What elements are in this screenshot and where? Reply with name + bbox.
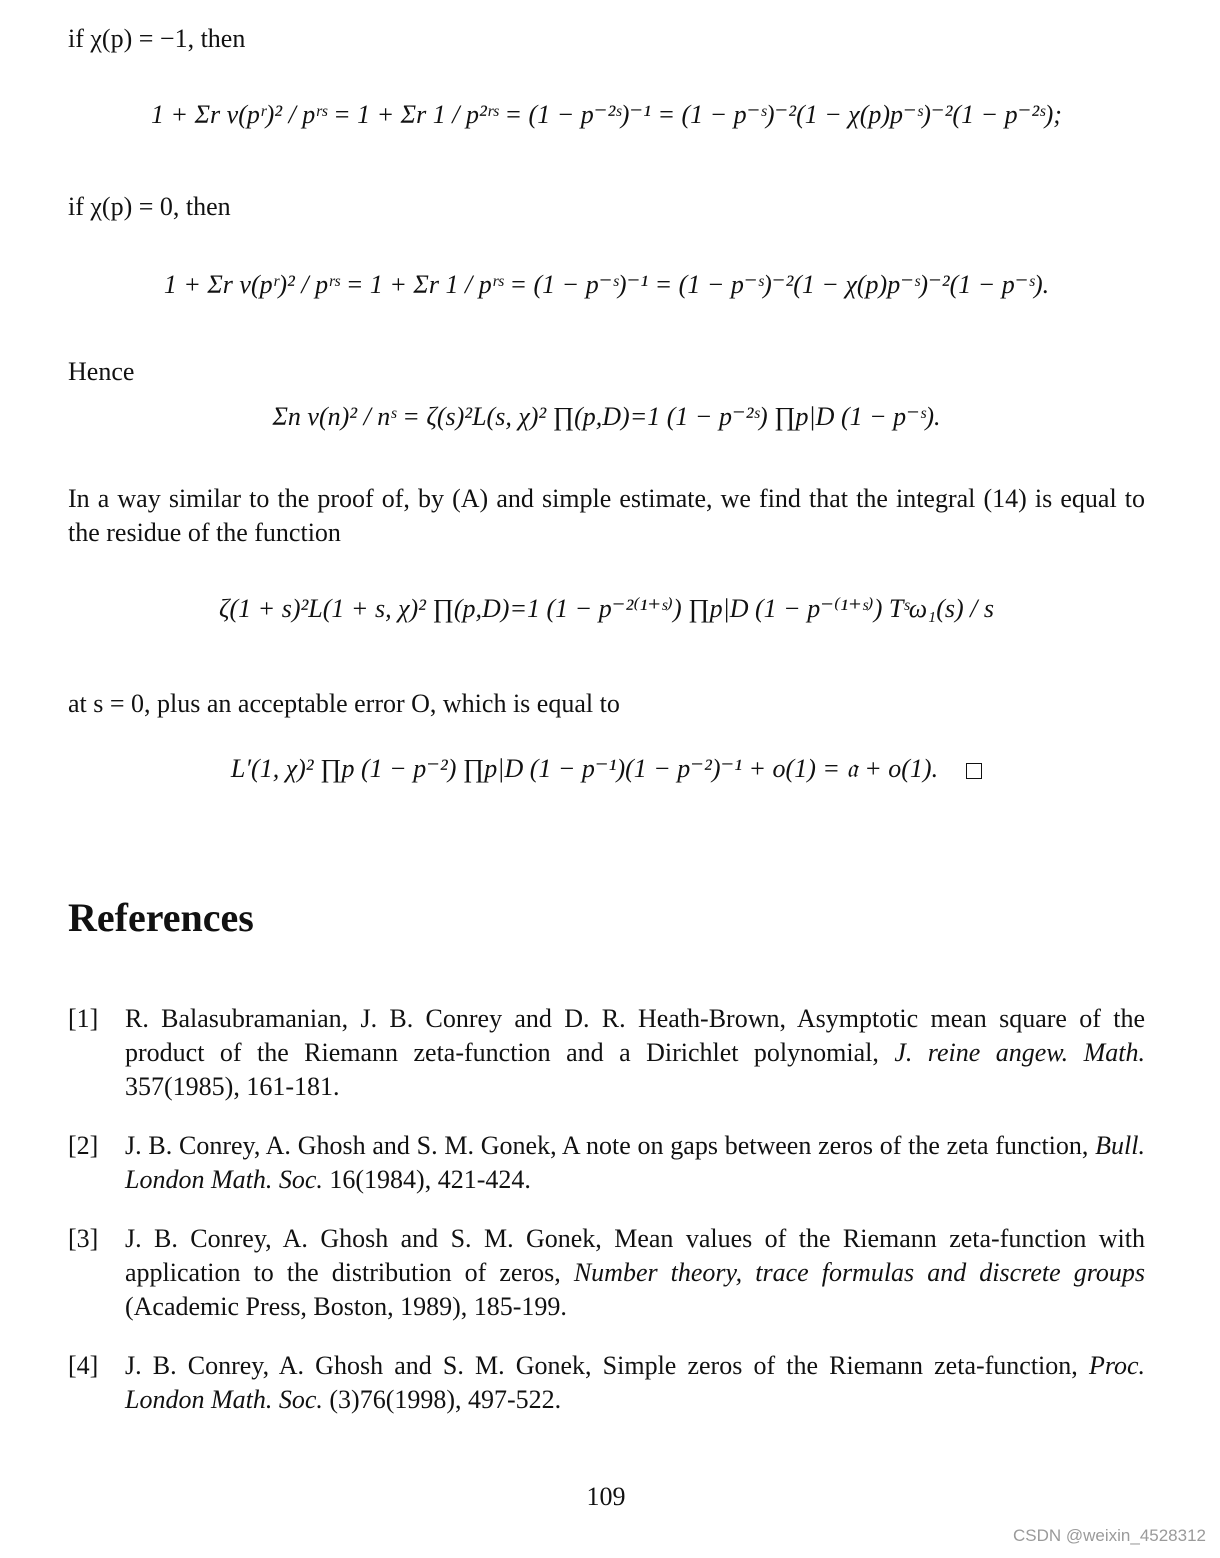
reference-journal: Number theory, trace formulas and discrete groups xyxy=(573,1258,1145,1287)
reference-item xyxy=(68,1222,1145,1324)
case-zero-text: if χ(p) = 0, then xyxy=(68,192,231,221)
equation-1: 1 + Σr ν(pʳ)² / pʳˢ = 1 + Σr 1 / p²ʳˢ = (1 − p⁻²ˢ)⁻¹ = (1 − p⁻ˢ)⁻²(1 − χ(p)p⁻ˢ)⁻²(1 − p⁻²ˢ); xyxy=(151,100,1062,129)
equation-3: Σn ν(n)² / nˢ = ζ(s)²L(s, χ)² ∏(p,D)=1 (1 − p⁻²ˢ) ∏p|D (1 − p⁻ˢ). xyxy=(272,402,941,431)
at-s-zero-text: at s = 0, plus an acceptable error O, which is equal to xyxy=(68,689,620,718)
residue-paragraph: In a way similar to the proof of, by (A) and simple estimate, we find that the integral (14) is equal to the residue of the function xyxy=(68,484,1145,547)
reference-tail: 357(1985), 161-181. xyxy=(125,1072,340,1101)
reference-text: J. B. Conrey, A. Ghosh and S. M. Gonek, A note on gaps between zeros of the zeta function, xyxy=(125,1131,1089,1160)
reference-item xyxy=(68,1002,1145,1104)
reference-tag: [4] xyxy=(68,1351,99,1380)
equation-5 xyxy=(68,752,1145,786)
case-minus-one-text: if χ(p) = −1, then xyxy=(68,24,246,53)
reference-tag: [2] xyxy=(68,1131,99,1160)
page-number: 109 xyxy=(586,1482,626,1511)
reference-journal: J. reine angew. Math. xyxy=(894,1038,1145,1067)
equation-2: 1 + Σr ν(pʳ)² / pʳˢ = 1 + Σr 1 / pʳˢ = (1 − p⁻ˢ)⁻¹ = (1 − p⁻ˢ)⁻²(1 − χ(p)p⁻ˢ)⁻²(1 − p⁻ˢ). xyxy=(163,270,1050,299)
reference-tail: (3)76(1998), 497-522. xyxy=(329,1385,562,1414)
reference-tag: [1] xyxy=(68,1004,99,1033)
reference-tail: 16(1984), 421-424. xyxy=(329,1165,531,1194)
watermark: CSDN @weixin_4528312 xyxy=(1012,1526,1206,1545)
reference-tail: (Academic Press, Boston, 1989), 185-199. xyxy=(125,1292,567,1321)
references-heading: References xyxy=(68,895,254,940)
equation-4: ζ(1 + s)²L(1 + s, χ)² ∏(p,D)=1 (1 − p⁻²⁽¹⁺ˢ⁾) ∏p|D (1 − p⁻⁽¹⁺ˢ⁾) Tˢω₁(s) / s xyxy=(219,594,994,623)
reference-item xyxy=(68,1349,1145,1417)
reference-text: J. B. Conrey, A. Ghosh and S. M. Gonek, Mean values of the Riemann zeta-function with application to the distribution of zeros, xyxy=(125,1224,1145,1287)
reference-text: J. B. Conrey, A. Ghosh and S. M. Gonek, Simple zeros of the Riemann zeta-function, xyxy=(125,1351,1078,1380)
reference-journal: Proc. London Math. Soc. xyxy=(125,1351,1146,1414)
qed-box-icon xyxy=(966,763,982,779)
reference-tag: [3] xyxy=(68,1224,99,1253)
reference-journal: Bull. London Math. Soc. xyxy=(125,1131,1146,1194)
hence-text: Hence xyxy=(68,357,135,386)
reference-item xyxy=(68,1129,1145,1197)
reference-text: R. Balasubramanian, J. B. Conrey and D. R. Heath-Brown, Asymptotic mean square of the product of the Riemann zeta-function and a Dirichlet polynomial, xyxy=(125,1004,1145,1067)
equation-5-body: L′(1, χ)² ∏p (1 − p⁻²) ∏p|D (1 − p⁻¹)(1 − p⁻²)⁻¹ + o(1) = 𝔞 + o(1). xyxy=(230,754,939,783)
